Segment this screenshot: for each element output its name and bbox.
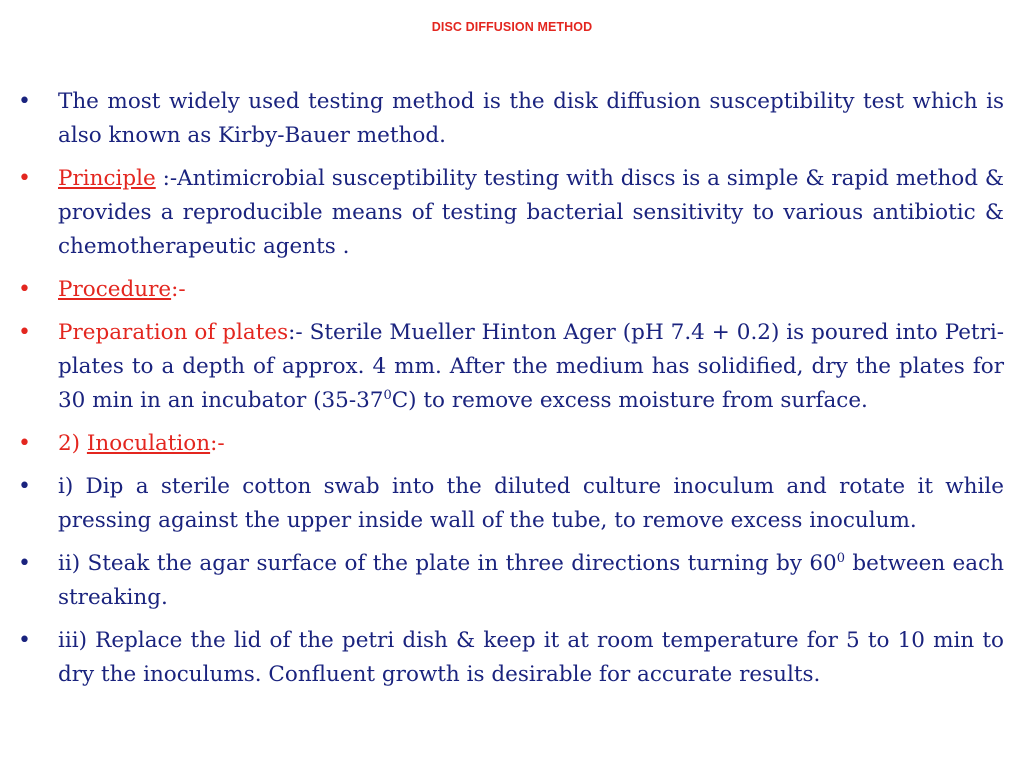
preparation-heading: Preparation of plates	[58, 320, 289, 345]
bullet-item-kirby-bauer	[18, 85, 1004, 153]
bullet-icon: •	[18, 320, 31, 345]
bullet-text-cont: C) to remove excess moisture from surface.	[391, 388, 868, 413]
bullet-item-step-ii	[18, 547, 1004, 615]
inoculation-heading: Inoculation	[86, 431, 211, 456]
superscript: 0	[836, 550, 845, 566]
bullet-text: The most widely used testing method is the disk diffusion susceptibility test which is also known as Kirby-Bauer method.	[58, 89, 1004, 148]
bullet-item-procedure	[18, 273, 1004, 307]
slide-title: DISC DIFFUSION METHOD	[431, 20, 593, 34]
procedure-suffix: :-	[171, 277, 186, 302]
bullet-icon: •	[18, 89, 31, 114]
bullet-item-principle	[18, 162, 1004, 264]
bullet-icon: •	[18, 474, 31, 499]
procedure-heading: Procedure	[58, 277, 172, 302]
bullet-item-step-i	[18, 470, 1004, 538]
inoculation-prefix: 2)	[58, 431, 87, 456]
bullet-item-step-iii	[18, 624, 1004, 692]
principle-heading: Principle	[58, 166, 156, 191]
bullet-text: ii) Steak the agar surface of the plate in three directions turning by 60	[58, 551, 837, 576]
inoculation-suffix: :-	[210, 431, 225, 456]
superscript: 0	[383, 387, 392, 403]
bullet-icon: •	[18, 166, 31, 191]
bullet-text: :-Antimicrobial susceptibility testing with discs is a simple & rapid method & provides a reproducible means of testing bacterial sensitivity to various antibiotic & chemotherapeutic agents .	[58, 166, 1004, 259]
bullet-list	[18, 85, 1004, 701]
bullet-icon: •	[18, 277, 31, 302]
bullet-text-cont: between each streaking.	[58, 551, 1004, 610]
bullet-icon: •	[18, 628, 31, 653]
bullet-item-inoculation	[18, 427, 1004, 461]
bullet-text: iii) Replace the lid of the petri dish & keep it at room temperature for 5 to 10 min to dry the inoculums. Confluent growth is desirable for accurate results.	[58, 628, 1004, 687]
bullet-icon: •	[18, 551, 31, 576]
bullet-text: i) Dip a sterile cotton swab into the diluted culture inoculum and rotate it while pressing against the upper inside wall of the tube, to remove excess inoculum.	[58, 474, 1004, 533]
bullet-text: :- Sterile Mueller Hinton Ager (pH 7.4 + 0.2) is poured into Petri-plates to a depth of approx. 4 mm. After the medium has solidified, dry the plates for 30 min in an incubator (35-37	[58, 320, 1004, 413]
bullet-item-preparation	[18, 316, 1004, 418]
bullet-icon: •	[18, 431, 31, 456]
